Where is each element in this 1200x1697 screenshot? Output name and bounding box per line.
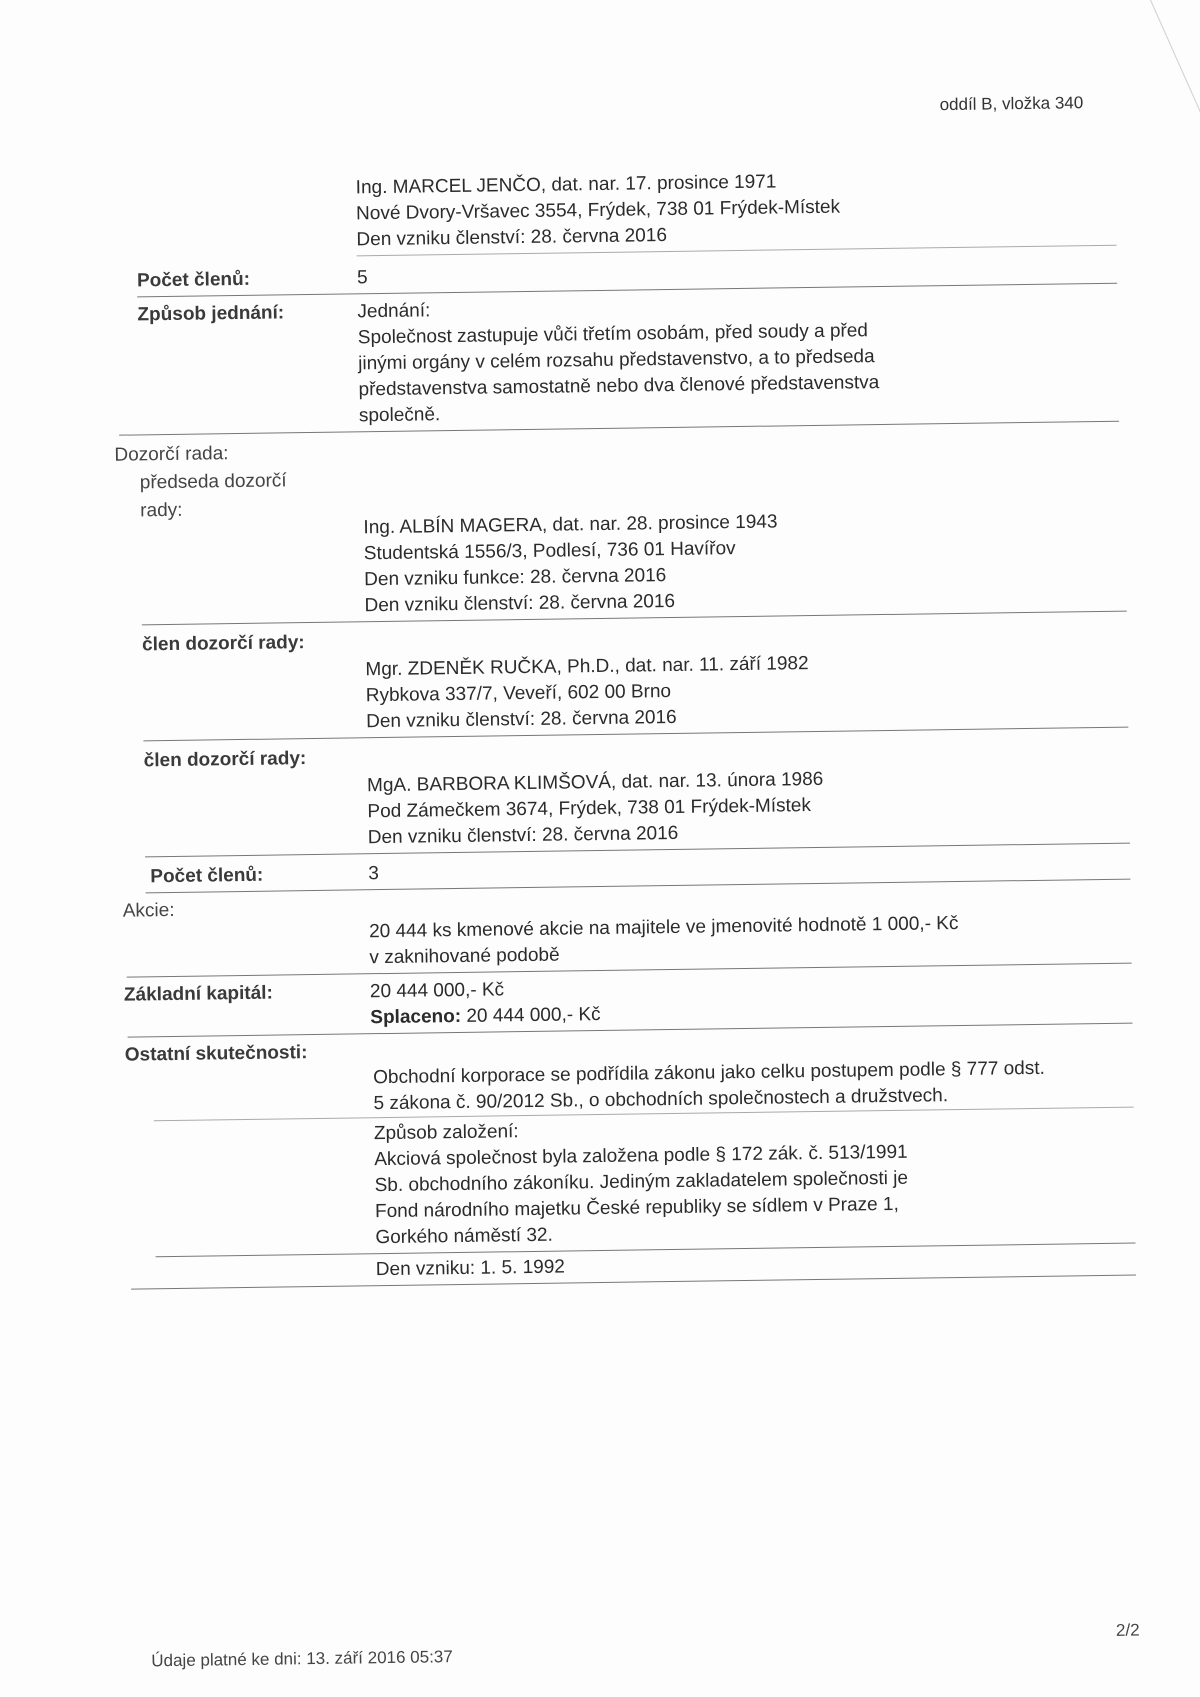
- other-fact-line: Obchodní korporace se podřídila zákonu jako celku postupem podle § 777 odst.: [373, 1057, 1046, 1089]
- acting-line: představenstva samostatně nebo dva členové představenstva: [358, 372, 880, 401]
- member-label: člen dozorčí rady:: [141, 632, 305, 656]
- member1-address: Rybkova 337/7, Veveří, 602 00 Brno: [365, 680, 672, 707]
- chair-label: předseda dozorčí: [139, 470, 287, 494]
- acting-line: společně.: [358, 404, 441, 427]
- board-count-value: 5: [356, 267, 368, 289]
- founding-line: Sb. obchodního zákoníku. Jediným zakladatelem společnosti je: [374, 1167, 909, 1197]
- divider: [156, 1243, 1136, 1258]
- founding-line: Fond národního majetku České republiky se sídlem v Praze 1,: [374, 1193, 899, 1223]
- page-number: 2/2: [1115, 1620, 1140, 1640]
- supervisory-count-label: Počet členů:: [150, 864, 264, 888]
- board-count-label: Počet členů:: [136, 268, 251, 292]
- divider: [137, 283, 1117, 298]
- supervisory-section-label: Dozorčí rada:: [114, 443, 229, 466]
- acting-line: Společnost zastupuje vůči třetím osobám, před soudy a před: [357, 320, 869, 349]
- board-member-name: Ing. MARCEL JENČO, dat. nar. 17. prosince 1971: [355, 171, 777, 199]
- chair-membership-since: Den vzniku členství: 28. června 2016: [364, 590, 676, 617]
- member1-since: Den vzniku členství: 28. června 2016: [366, 706, 677, 733]
- paid-label: Splaceno:: [370, 1005, 462, 1029]
- other-fact-line: 5 zákona č. 90/2012 Sb., o obchodních společnostech a družstvech.: [373, 1085, 949, 1115]
- chair-function-since: Den vzniku funkce: 28. června 2016: [364, 565, 667, 591]
- divider: [131, 1275, 1136, 1290]
- board-member-since: Den vzniku členství: 28. června 2016: [356, 225, 668, 251]
- acting-line: Jednání:: [357, 300, 431, 323]
- member2-name: MgA. BARBORA KLIMŠOVÁ, dat. nar. 13. února 1986: [366, 768, 824, 797]
- divider: [146, 879, 1131, 894]
- paid-value: 20 444 000,- Kč: [466, 1004, 601, 1027]
- section-reference: oddíl B, vložka 340: [939, 93, 1084, 115]
- board-member-address: Nové Dvory-Vršavec 3554, Frýdek, 738 01 Frýdek-Místek: [355, 196, 841, 225]
- divider: [127, 963, 1132, 978]
- founding-line: Gorkého náměstí 32.: [375, 1224, 553, 1249]
- chair-name: Ing. ALBÍN MAGERA, dat. nar. 28. prosince 1943: [363, 511, 778, 539]
- member2-since: Den vzniku členství: 28. června 2016: [367, 822, 679, 849]
- capital-paid: [370, 1002, 601, 1031]
- valid-as-of: Údaje platné ke dni: 13. září 2016 05:37: [151, 1647, 453, 1671]
- member2-address: Pod Zámečkem 3674, Frýdek, 738 01 Frýdek-Místek: [367, 795, 812, 823]
- divider: [128, 1023, 1133, 1038]
- acting-line: jinými orgány v celém rozsahu představenstvo, a to předseda: [358, 346, 875, 375]
- member-label: člen dozorčí rady:: [143, 748, 307, 772]
- supervisory-count-value: 3: [368, 863, 380, 885]
- capital-value: 20 444 000,- Kč: [369, 979, 505, 1003]
- shares-form: v zaknihované podobě: [369, 944, 560, 969]
- shares-label: Akcie:: [122, 899, 175, 922]
- founding-line: Akciová společnost byla založena podle § 172 zák. č. 513/1991: [374, 1141, 908, 1171]
- acting-label: Způsob jednání:: [137, 302, 285, 326]
- member1-name: Mgr. ZDENĚK RUČKA, Ph.D., dat. nar. 11. září 1982: [365, 653, 809, 681]
- shares-description: 20 444 ks kmenové akcie na majitele ve jmenovité hodnotě 1 000,- Kč: [368, 913, 959, 943]
- divider: [119, 421, 1119, 436]
- chair-label-2: rady:: [140, 499, 183, 522]
- other-facts-label: Ostatní skutečnosti:: [124, 1042, 308, 1066]
- capital-label: Základní kapitál:: [123, 982, 273, 1006]
- founding-date: Den vzniku: 1. 5. 1992: [375, 1256, 566, 1281]
- chair-address: Studentská 1556/3, Podlesí, 736 01 Havířov: [363, 538, 736, 565]
- founding-line: Způsob založení:: [373, 1121, 519, 1145]
